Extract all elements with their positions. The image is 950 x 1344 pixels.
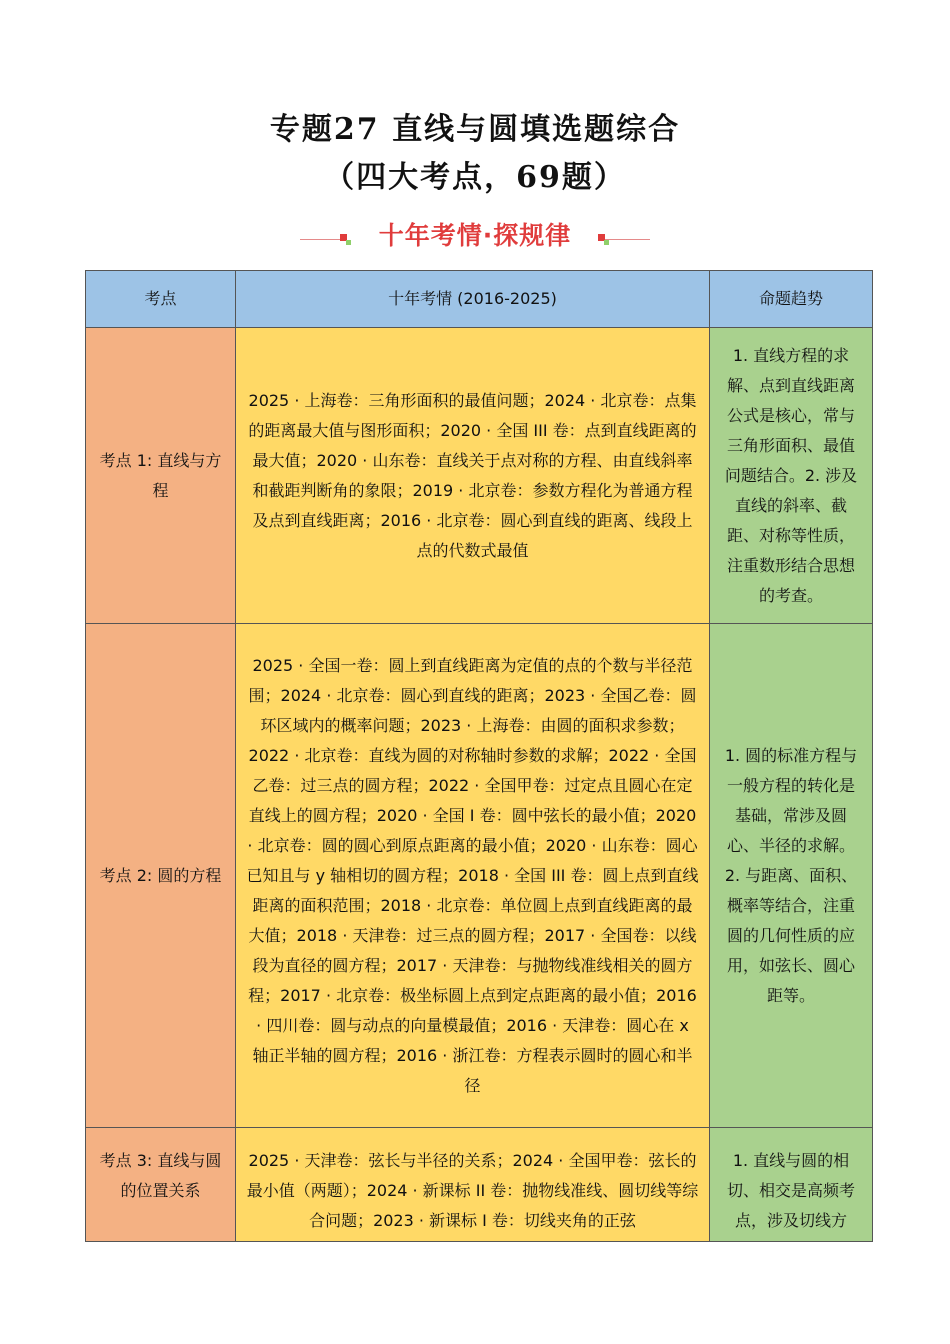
- header-topic: 考点: [86, 271, 236, 328]
- table-row: [86, 328, 873, 624]
- banner-text: 十年考情·探规律: [378, 221, 572, 250]
- topic-cell: 考点 1: 直线与方程: [86, 328, 236, 624]
- history-cell: 2025 · 上海卷：三角形面积的最值问题；2024 · 北京卷：点集的距离最大值与图形面积；2020 · 全国 III 卷：点到直线距离的最大值；2020 · 山东卷：直线关于点对称的方程、由直线斜率和截距判断角的象限；2019 · 北京卷：参数方程化为普通方程及点到直线距离；2016 · 北京卷：圆心到直线的距离、线段上点的代数式最值: [236, 328, 710, 624]
- trend-cell: 1. 直线方程的求解、点到直线距离公式是核心，常与三角形面积、最值问题结合。2. 涉及直线的斜率、截距、对称等性质，注重数形结合思想的考查。: [710, 328, 873, 624]
- trend-cell: 1. 直线与圆的相切、相交是高频考点，涉及切线方: [710, 1128, 873, 1242]
- banner-left-line: [300, 239, 345, 240]
- exam-table: [85, 270, 873, 1242]
- history-cell: 2025 · 天津卷：弦长与半径的关系；2024 · 全国甲卷：弦长的最小值（两题）；2024 · 新课标 II 卷：抛物线准线、圆切线等综合问题；2023 · 新课标 I 卷：切线夹角的正弦: [236, 1128, 710, 1242]
- section-banner: [300, 214, 650, 254]
- table-header-row: [86, 271, 873, 328]
- banner-right-square-icon-2: [604, 240, 609, 245]
- history-cell: 2025 · 全国一卷：圆上到直线距离为定值的点的个数与半径范围；2024 · 北京卷：圆心到直线的距离；2023 · 全国乙卷：圆环区域内的概率问题；2023 · 上海卷：由圆的面积求参数；2022 · 北京卷：直线为圆的对称轴时参数的求解；2022 · 全国乙卷：过三点的圆方程；2022 · 全国甲卷：过定点且圆心在定直线上的圆方程；2020 · 全国 I 卷：圆中弦长的最小值；2020 · 北京卷：圆的圆心到原点距离的最小值；2020 · 山东卷：圆心已知且与 y 轴相切的圆方程；2018 · 全国 III 卷：圆上点到直线距离的面积范围；2018 · 北京卷：单位圆上点到直线距离的最大值；2018 · 天津卷：过三点的圆方程；2017 · 全国卷：以线段为直径的圆方程；2017 · 天津卷：与抛物线准线相关的圆方程；2017 · 北京卷：极坐标圆上点到定点距离的最小值；2016 · 四川卷：圆与动点的向量模最值；2016 · 天津卷：圆心在 x 轴正半轴的圆方程；2016 · 浙江卷：方程表示圆时的圆心和半径: [236, 624, 710, 1128]
- table-row: [86, 1128, 873, 1242]
- page-title: 专题27 直线与圆填选题综合: [269, 112, 681, 147]
- topic-cell: 考点 3: 直线与圆的位置关系: [86, 1128, 236, 1242]
- trend-cell: 1. 圆的标准方程与一般方程的转化是基础，常涉及圆心、半径的求解。2. 与距离、面积、概率等结合，注重圆的几何性质的应用，如弦长、圆心距等。: [710, 624, 873, 1128]
- banner-right-line: [605, 239, 650, 240]
- header-history: 十年考情 (2016-2025): [236, 271, 710, 328]
- table-row: [86, 624, 873, 1128]
- topic-cell: 考点 2: 圆的方程: [86, 624, 236, 1128]
- page-subtitle: （四大考点，69题）: [324, 160, 626, 195]
- header-trend: 命题趋势: [710, 271, 873, 328]
- banner-left-square-icon-2: [346, 240, 351, 245]
